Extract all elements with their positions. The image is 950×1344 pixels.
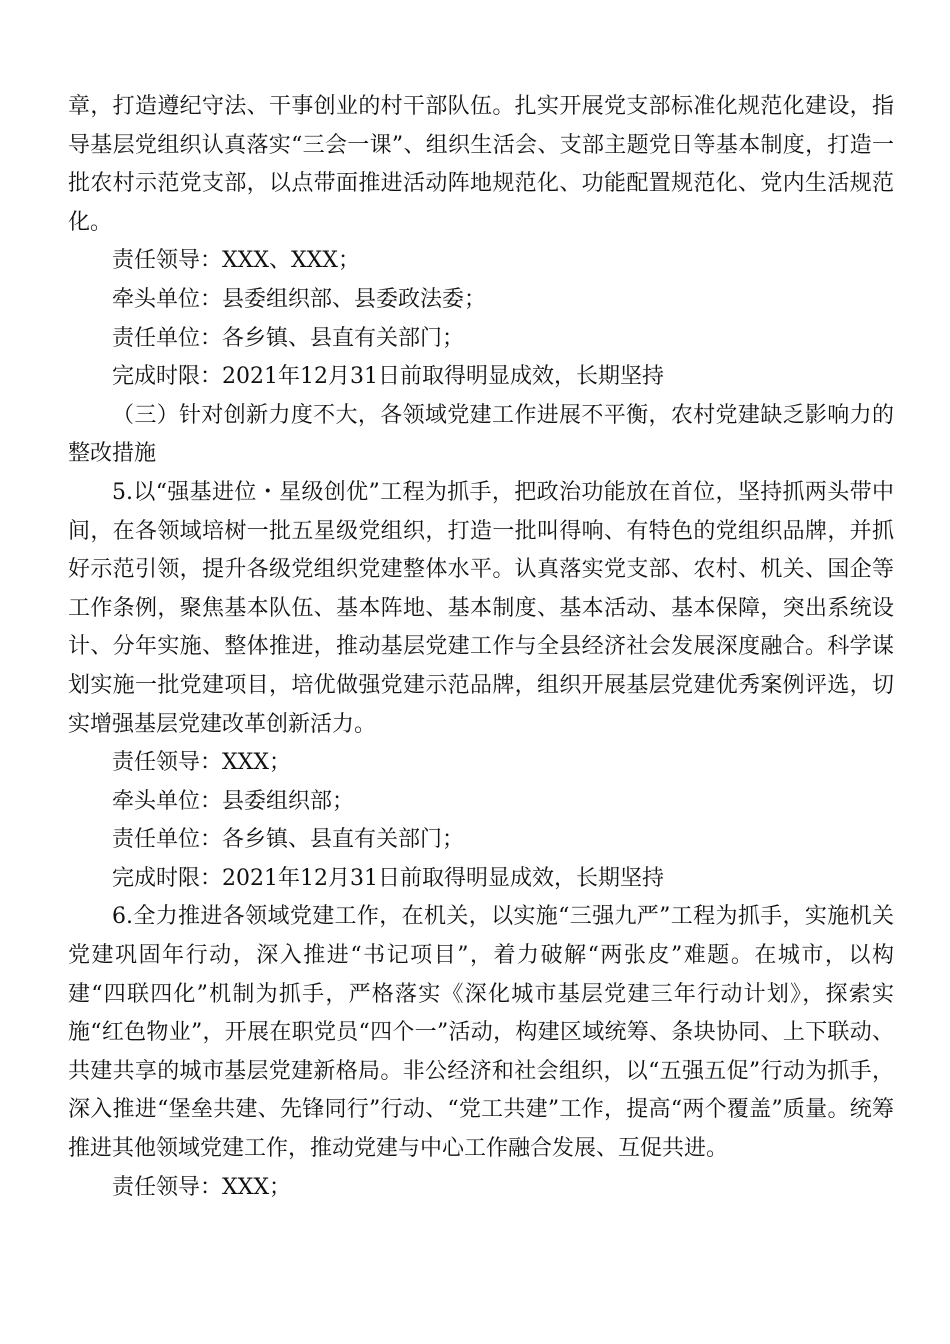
item-6-paragraph: 6.全力推进各领域党建工作，在机关，以实施“三强九严”工程为抓手，实施机关党建巩固年行动，深入推进“书记项目”，着力破解“两张皮”难题。在城市，以构建“四联四化”机制为抓手，严格落实《深化城市基层党建三年行动计划》，探索实施“红色物业”，开展在职党员“四个一”活动，构建区域统筹、条块协同、上下联动、共建共享的城市基层党建新格局。非公经济和社会组织，以“五强五促”行动为抓手，深入推进“堡垒共建、先锋同行”行动、“党工共建”工作，提高“两个覆盖”质量。统筹推进其他领域党建工作，推动党建与中心工作融合发展、互促共进。 [68,904,894,1162]
responsible-unit: 责任单位：各乡镇、县直有关部门； [112,827,465,853]
responsible-unit: 责任单位：各乡镇、县直有关部门； [112,325,465,351]
deadline: 完成时限：2021年12月31日前取得明显成效，长期坚持 [112,364,664,390]
lead-unit: 牵头单位：县委组织部； [112,788,355,814]
responsible-leader: 责任领导：XXX； [112,1174,291,1200]
document-page [68,88,894,1207]
item-5-paragraph: 5.以“强基进位・星级创优”工程为抓手，把政治功能放在首位，坚持抓两头带中间，在各领域培树一批五星级党组织，打造一批叫得响、有特色的党组织品牌，并抓好示范引领，提升各级党组织党建整体水平。认真落实党支部、农村、机关、国企等工作条例，聚焦基本队伍、基本阵地、基本制度、基本活动、基本保障，突出系统设计、分年实施、整体推进，推动基层党建工作与全县经济社会发展深度融合。科学谋划实施一批党建项目，培优做强党建示范品牌，组织开展基层党建优秀案例评选，切实增强基层党建改革创新活力。 [68,479,894,737]
section-heading-3: （三）针对创新力度不大，各领域党建工作进展不平衡，农村党建缺乏影响力的整改措施 [68,402,894,467]
paragraph-continued: 章，打造遵纪守法、干事创业的村干部队伍。扎实开展党支部标准化规范化建设，指导基层党组织认真落实“三会一课”、组织生活会、支部主题党日等基本制度，打造一批农村示范党支部，以点带面推进活动阵地规范化、功能配置规范化、党内生活规范化。 [68,94,894,235]
lead-unit: 牵头单位：县委组织部、县委政法委； [112,286,487,312]
deadline: 完成时限：2021年12月31日前取得明显成效，长期坚持 [112,865,664,891]
responsible-leader: 责任领导：XXX； [112,750,291,776]
responsible-leader: 责任领导：XXX、XXX； [112,248,360,274]
